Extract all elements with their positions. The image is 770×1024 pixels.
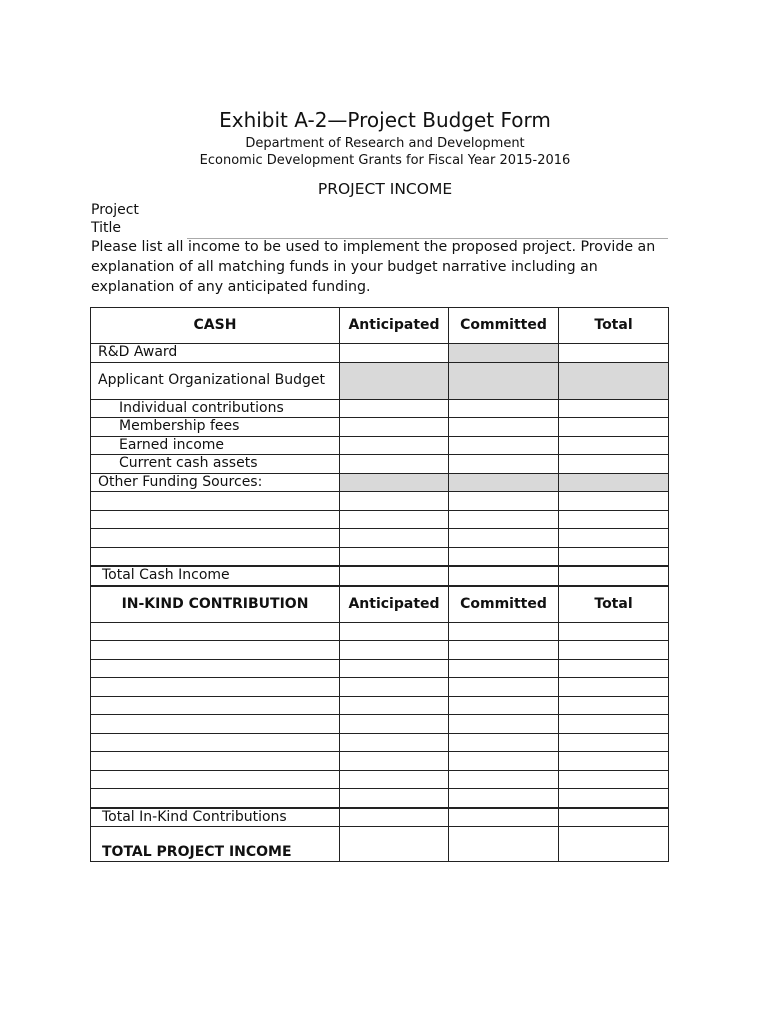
col-committed: Committed bbox=[449, 586, 559, 623]
cell[interactable] bbox=[340, 789, 449, 808]
cell[interactable] bbox=[340, 455, 449, 474]
cell[interactable] bbox=[559, 566, 669, 586]
cell[interactable] bbox=[559, 622, 669, 641]
project-title-label-1: Project bbox=[91, 202, 139, 218]
cell[interactable] bbox=[559, 789, 669, 808]
cell[interactable] bbox=[340, 770, 449, 789]
total-inkind-row bbox=[91, 808, 669, 827]
cell-disabled bbox=[340, 473, 449, 492]
table-row bbox=[91, 362, 669, 399]
cell[interactable] bbox=[91, 752, 340, 771]
cell[interactable] bbox=[559, 770, 669, 789]
cell[interactable] bbox=[559, 344, 669, 363]
cell-disabled bbox=[449, 473, 559, 492]
cell[interactable] bbox=[91, 529, 340, 548]
cell[interactable] bbox=[340, 733, 449, 752]
table-row bbox=[91, 399, 669, 418]
cell[interactable] bbox=[340, 659, 449, 678]
cell[interactable] bbox=[340, 418, 449, 437]
cell[interactable] bbox=[559, 696, 669, 715]
cell[interactable] bbox=[340, 510, 449, 529]
cell[interactable] bbox=[91, 789, 340, 808]
cell[interactable] bbox=[449, 696, 559, 715]
cell[interactable] bbox=[91, 641, 340, 660]
cell[interactable] bbox=[449, 566, 559, 586]
cell[interactable] bbox=[340, 399, 449, 418]
row-label-current: Current cash assets bbox=[91, 455, 340, 474]
cell[interactable] bbox=[449, 770, 559, 789]
cell[interactable] bbox=[449, 827, 559, 862]
cell[interactable] bbox=[559, 659, 669, 678]
table-row bbox=[91, 770, 669, 789]
row-label-earned: Earned income bbox=[91, 436, 340, 455]
cell-disabled bbox=[559, 362, 669, 399]
cell[interactable] bbox=[449, 510, 559, 529]
table-row bbox=[91, 789, 669, 808]
table-row bbox=[91, 622, 669, 641]
cell[interactable] bbox=[449, 752, 559, 771]
cell[interactable] bbox=[91, 733, 340, 752]
cell[interactable] bbox=[559, 510, 669, 529]
col-anticipated: Anticipated bbox=[340, 308, 449, 344]
cell[interactable] bbox=[449, 399, 559, 418]
table-row bbox=[91, 436, 669, 455]
cell[interactable] bbox=[449, 733, 559, 752]
table-row bbox=[91, 752, 669, 771]
cell[interactable] bbox=[449, 529, 559, 548]
instructions: Please list all income to be used to implement the proposed project. Provide an explanation of all matching funds in your budget narrative including an explanation of any anticipated funding. bbox=[91, 239, 656, 295]
table-row bbox=[91, 510, 669, 529]
cell[interactable] bbox=[559, 641, 669, 660]
cell[interactable] bbox=[559, 436, 669, 455]
row-label-other: Other Funding Sources: bbox=[91, 473, 340, 492]
cell[interactable] bbox=[91, 770, 340, 789]
cell[interactable] bbox=[340, 808, 449, 827]
cell[interactable] bbox=[91, 715, 340, 734]
form-title: Exhibit A-2—Project Budget Form bbox=[219, 108, 551, 132]
table-row bbox=[91, 455, 669, 474]
cell[interactable] bbox=[559, 733, 669, 752]
cell[interactable] bbox=[559, 529, 669, 548]
cell[interactable] bbox=[449, 455, 559, 474]
cell[interactable] bbox=[340, 715, 449, 734]
table-row bbox=[91, 715, 669, 734]
cell[interactable] bbox=[559, 418, 669, 437]
grand-total-row bbox=[91, 827, 669, 862]
cell[interactable] bbox=[91, 678, 340, 697]
cell[interactable] bbox=[340, 492, 449, 511]
cell[interactable] bbox=[340, 827, 449, 862]
cell[interactable] bbox=[91, 547, 340, 566]
section-heading: PROJECT INCOME bbox=[317, 180, 453, 198]
cell-disabled bbox=[340, 362, 449, 399]
cell[interactable] bbox=[91, 659, 340, 678]
cell[interactable] bbox=[449, 622, 559, 641]
cell[interactable] bbox=[559, 752, 669, 771]
cell[interactable] bbox=[340, 566, 449, 586]
cell[interactable] bbox=[559, 678, 669, 697]
cell[interactable] bbox=[340, 641, 449, 660]
table-row bbox=[91, 733, 669, 752]
cell[interactable] bbox=[340, 678, 449, 697]
cell[interactable] bbox=[449, 715, 559, 734]
cell[interactable] bbox=[449, 659, 559, 678]
cell[interactable] bbox=[340, 752, 449, 771]
cell[interactable] bbox=[449, 436, 559, 455]
col-total: Total bbox=[559, 308, 669, 344]
project-title-label-2: Title bbox=[91, 220, 122, 236]
cell-disabled bbox=[449, 362, 559, 399]
cell[interactable] bbox=[449, 641, 559, 660]
cell[interactable] bbox=[559, 399, 669, 418]
cell[interactable] bbox=[449, 789, 559, 808]
cell[interactable] bbox=[340, 547, 449, 566]
cell[interactable] bbox=[559, 455, 669, 474]
table-row bbox=[91, 678, 669, 697]
cell[interactable] bbox=[559, 715, 669, 734]
table-row bbox=[91, 473, 669, 492]
cell[interactable] bbox=[449, 418, 559, 437]
cash-header: CASH bbox=[91, 308, 340, 344]
cell[interactable] bbox=[559, 492, 669, 511]
cell[interactable] bbox=[91, 492, 340, 511]
cash-header-row bbox=[91, 308, 669, 344]
cell[interactable] bbox=[449, 547, 559, 566]
cell[interactable] bbox=[91, 510, 340, 529]
cell[interactable] bbox=[91, 696, 340, 715]
cell[interactable] bbox=[340, 696, 449, 715]
row-label-individual: Individual contributions bbox=[91, 399, 340, 418]
table-row bbox=[91, 418, 669, 437]
cell-disabled bbox=[449, 344, 559, 363]
cell-disabled bbox=[559, 473, 669, 492]
table-row bbox=[91, 492, 669, 511]
col-total: Total bbox=[559, 586, 669, 623]
cell[interactable] bbox=[91, 622, 340, 641]
table-row bbox=[91, 344, 669, 363]
department-name: Department of Research and Development bbox=[245, 136, 525, 151]
cell[interactable] bbox=[340, 529, 449, 548]
table-row bbox=[91, 529, 669, 548]
cell[interactable] bbox=[340, 622, 449, 641]
row-label-rd-award: R&D Award bbox=[91, 344, 340, 363]
program-name: Economic Development Grants for Fiscal Year 2015-2016 bbox=[199, 153, 571, 168]
table-row bbox=[91, 696, 669, 715]
table-row bbox=[91, 659, 669, 678]
total-inkind-label: Total In-Kind Contributions bbox=[91, 808, 340, 827]
total-cash-row bbox=[91, 566, 669, 586]
cell[interactable] bbox=[559, 808, 669, 827]
table-row bbox=[91, 641, 669, 660]
col-committed: Committed bbox=[449, 308, 559, 344]
budget-table bbox=[90, 307, 669, 862]
cell[interactable] bbox=[559, 827, 669, 862]
cell[interactable] bbox=[559, 547, 669, 566]
grand-total-label: TOTAL PROJECT INCOME bbox=[91, 827, 340, 862]
inkind-header: IN-KIND CONTRIBUTION bbox=[91, 586, 340, 623]
table-row bbox=[91, 547, 669, 566]
cell[interactable] bbox=[340, 344, 449, 363]
row-label-applicant-budget: Applicant Organizational Budget bbox=[91, 362, 340, 399]
total-cash-label: Total Cash Income bbox=[91, 566, 340, 586]
inkind-header-row bbox=[91, 586, 669, 623]
cell[interactable] bbox=[449, 678, 559, 697]
cell[interactable] bbox=[449, 808, 559, 827]
col-anticipated: Anticipated bbox=[340, 586, 449, 623]
cell[interactable] bbox=[449, 492, 559, 511]
cell[interactable] bbox=[340, 436, 449, 455]
row-label-membership: Membership fees bbox=[91, 418, 340, 437]
